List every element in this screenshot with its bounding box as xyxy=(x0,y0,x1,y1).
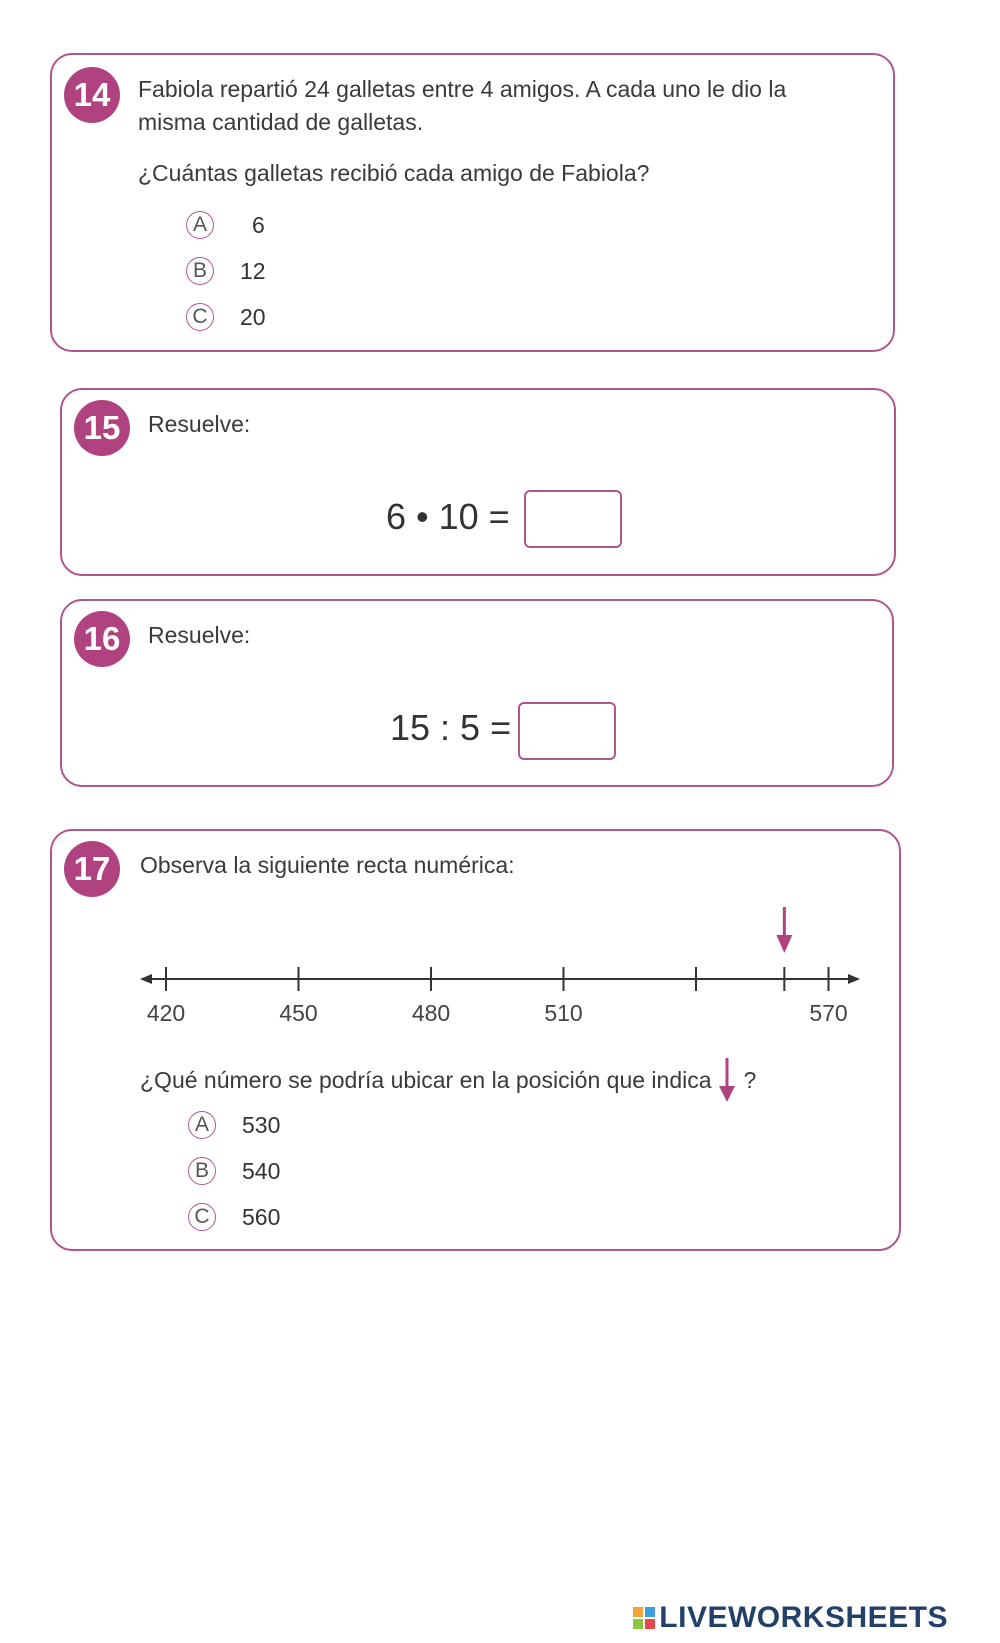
number-line-left-arrow xyxy=(140,974,152,984)
question-number-badge: 14 xyxy=(64,67,120,123)
option-a-value: 530 xyxy=(242,1111,281,1138)
option-c[interactable] xyxy=(186,303,266,331)
question-14-line-1: Fabiola repartió 24 galletas entre 4 amigos. A cada uno le dio la xyxy=(138,76,787,102)
option-a-circle[interactable]: A xyxy=(186,211,214,239)
number-line-tick-label: 420 xyxy=(146,1000,186,1026)
question-16-answer-box[interactable] xyxy=(518,702,616,760)
number-line-tick-label: 480 xyxy=(411,1000,451,1026)
option-b[interactable] xyxy=(188,1157,280,1185)
option-c-value: 20 xyxy=(240,303,266,330)
liveworksheets-logo xyxy=(633,1601,948,1635)
question-17-card xyxy=(50,829,901,1251)
logo-text: LIVEWORKSHEETS xyxy=(659,1601,948,1634)
question-15-equation: 6 • 10 = xyxy=(386,496,510,537)
number-line-tick-label: 450 xyxy=(279,1000,318,1026)
option-b[interactable] xyxy=(186,257,266,285)
down-arrow-icon xyxy=(716,1056,738,1104)
option-b-circle[interactable]: B xyxy=(186,257,214,285)
option-a[interactable] xyxy=(186,211,265,239)
logo-icon xyxy=(633,1607,655,1629)
option-a-circle[interactable]: A xyxy=(188,1111,216,1139)
question-14-card xyxy=(50,53,895,352)
number-line-tick-label: 570 xyxy=(809,1000,848,1026)
question-17-prompt xyxy=(140,1056,756,1104)
option-b-value: 12 xyxy=(240,257,266,284)
question-17-prompt-text: ¿Qué número se podría ubicar en la posición que indica xyxy=(140,1066,712,1093)
option-c[interactable] xyxy=(188,1203,280,1231)
question-15-card xyxy=(60,388,896,576)
question-number-badge: 15 xyxy=(74,400,130,456)
number-line-tick-label: 510 xyxy=(544,1000,583,1026)
option-b-circle[interactable]: B xyxy=(188,1157,216,1185)
question-15-instruction: Resuelve: xyxy=(148,411,251,437)
option-a-value: 6 xyxy=(252,211,265,238)
option-c-value: 560 xyxy=(242,1203,281,1230)
option-a[interactable] xyxy=(188,1111,280,1139)
question-14-prompt: ¿Cuántas galletas recibió cada amigo de Fabiola? xyxy=(138,160,650,186)
question-16-equation: 15 : 5 = xyxy=(390,707,512,748)
option-c-circle[interactable]: C xyxy=(186,303,214,331)
question-17-instruction: Observa la siguiente recta numérica: xyxy=(140,852,515,878)
question-number-badge: 16 xyxy=(74,611,130,667)
question-17-prompt-end: ? xyxy=(743,1066,757,1093)
pointer-arrow-head xyxy=(776,935,792,953)
question-16-card xyxy=(60,599,894,787)
option-c-circle[interactable]: C xyxy=(188,1203,216,1231)
question-14-line-2: misma cantidad de galletas. xyxy=(138,109,424,135)
question-16-instruction: Resuelve: xyxy=(148,622,251,648)
question-number-badge: 17 xyxy=(64,841,120,897)
number-line-right-arrow xyxy=(848,974,860,984)
question-15-answer-box[interactable] xyxy=(524,490,622,548)
option-b-value: 540 xyxy=(242,1157,281,1184)
